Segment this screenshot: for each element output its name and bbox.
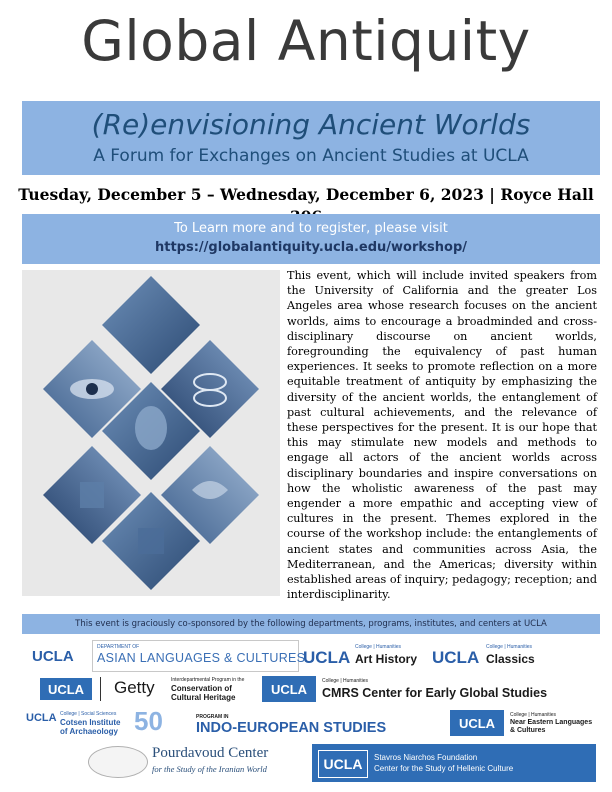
ancient-art-collage <box>22 270 280 596</box>
fifty-years-logo: 50 <box>134 706 163 736</box>
pourdavoud-sub: for the Study of the Iranian World <box>152 764 267 774</box>
college-humanities-label: College | Humanities <box>355 644 402 650</box>
ucla-logo: UCLA <box>450 710 504 736</box>
diamond-tile <box>102 276 200 374</box>
register-band <box>22 214 600 264</box>
ucla-logo: UCLA <box>32 648 74 665</box>
near-eastern-logo: Near Eastern Languages & Cultures <box>510 719 593 734</box>
dept-label: DEPARTMENT OF <box>97 644 140 650</box>
interdept-label: Interdepartmental Program in the <box>171 677 245 683</box>
ucla-logo: UCLA <box>40 678 92 700</box>
stavros-sub: Center for the Study of Hellenic Culture <box>374 764 514 773</box>
title-band <box>22 101 600 175</box>
ucla-logo: UCLA <box>303 648 351 667</box>
ucla-logo: UCLA <box>318 750 368 778</box>
asian-languages-logo <box>92 640 306 672</box>
conservation-logo: Conservation of Cultural Heritage <box>171 684 236 702</box>
program-in-label: PROGRAM IN <box>196 714 229 720</box>
event-date-location: Tuesday, December 5 – Wednesday, December 6, 2023 | Royce Hall <box>18 185 594 204</box>
college-humanities-label: College | Humanities <box>486 644 533 650</box>
event-tagline: A Forum for Exchanges on Ancient Studies at UCLA <box>93 146 529 166</box>
asian-languages-name: ASIAN LANGUAGES & CULTURES <box>97 651 306 665</box>
pourdavoud-emblem-icon <box>88 746 148 778</box>
sponsor-intro: This event is graciously co-sponsored by the following departments, programs, institutes, and centers at UCLA <box>75 619 547 629</box>
college-humanities-label: College | Humanities <box>322 678 369 684</box>
college-social-label: College | Social Sciences <box>60 711 117 717</box>
cotsen-logo: Cotsen Institute of Archaeology <box>60 718 121 736</box>
event-subtitle: (Re)envisioning Ancient Worlds <box>91 108 531 141</box>
diamond-collage-image <box>22 270 280 596</box>
college-humanities-label: College | Humanities <box>510 712 557 718</box>
register-text: To Learn more and to register, please visit <box>174 221 448 236</box>
indo-european-logo: INDO-EUROPEAN STUDIES <box>196 720 387 736</box>
stavros-niarchos-logo <box>312 744 596 782</box>
event-description: This event, which will include invited speakers from the University of California and the greater Los Angeles area whose research focuses on the ancient worlds, aims to encourage a broadminded and cross-disciplinary discourse on ancient worlds, foregrounding the equivalency of past human experiences. It seeks to promote reflection on a more equitable treatment of antiquity by emphasizing the diversity of the ancient worlds, the entanglement of past cultural achievements, and the relevance of these perspectives for the present. It is our hope that this may stimulate new models and methods to engage all actors of the ancient worlds across disciplinary boundaries and inspire conversations on how the wholistic awareness of the past may engender a more empathic and accepting view of cultures in the present. Themes explored in the course of the workshop include: the entanglements of ancient states and communities across Asia, the Mediterranean, and the Americas; diversity within established areas of inquiry; pedagogy; reception; and interdisciplinarity. <box>287 269 597 602</box>
register-link[interactable]: https://globalantiquity.ucla.edu/workshop/ <box>154 240 468 255</box>
ucla-logo: UCLA <box>26 712 57 724</box>
pourdavoud-logo: Pourdavoud Center <box>152 745 269 761</box>
stavros-name: Stavros Niarchos Foundation <box>374 753 478 762</box>
divider <box>100 677 101 701</box>
art-history-logo: Art History <box>355 652 418 666</box>
poster-title: Global Antiquity <box>81 9 531 73</box>
ucla-logo: UCLA <box>432 648 480 667</box>
getty-logo: Getty <box>114 678 155 697</box>
sponsor-band <box>22 614 600 634</box>
ucla-logo: UCLA <box>262 676 316 702</box>
classics-logo: Classics <box>486 652 535 666</box>
cmrs-logo: CMRS Center for Early Global Studies <box>322 686 548 700</box>
